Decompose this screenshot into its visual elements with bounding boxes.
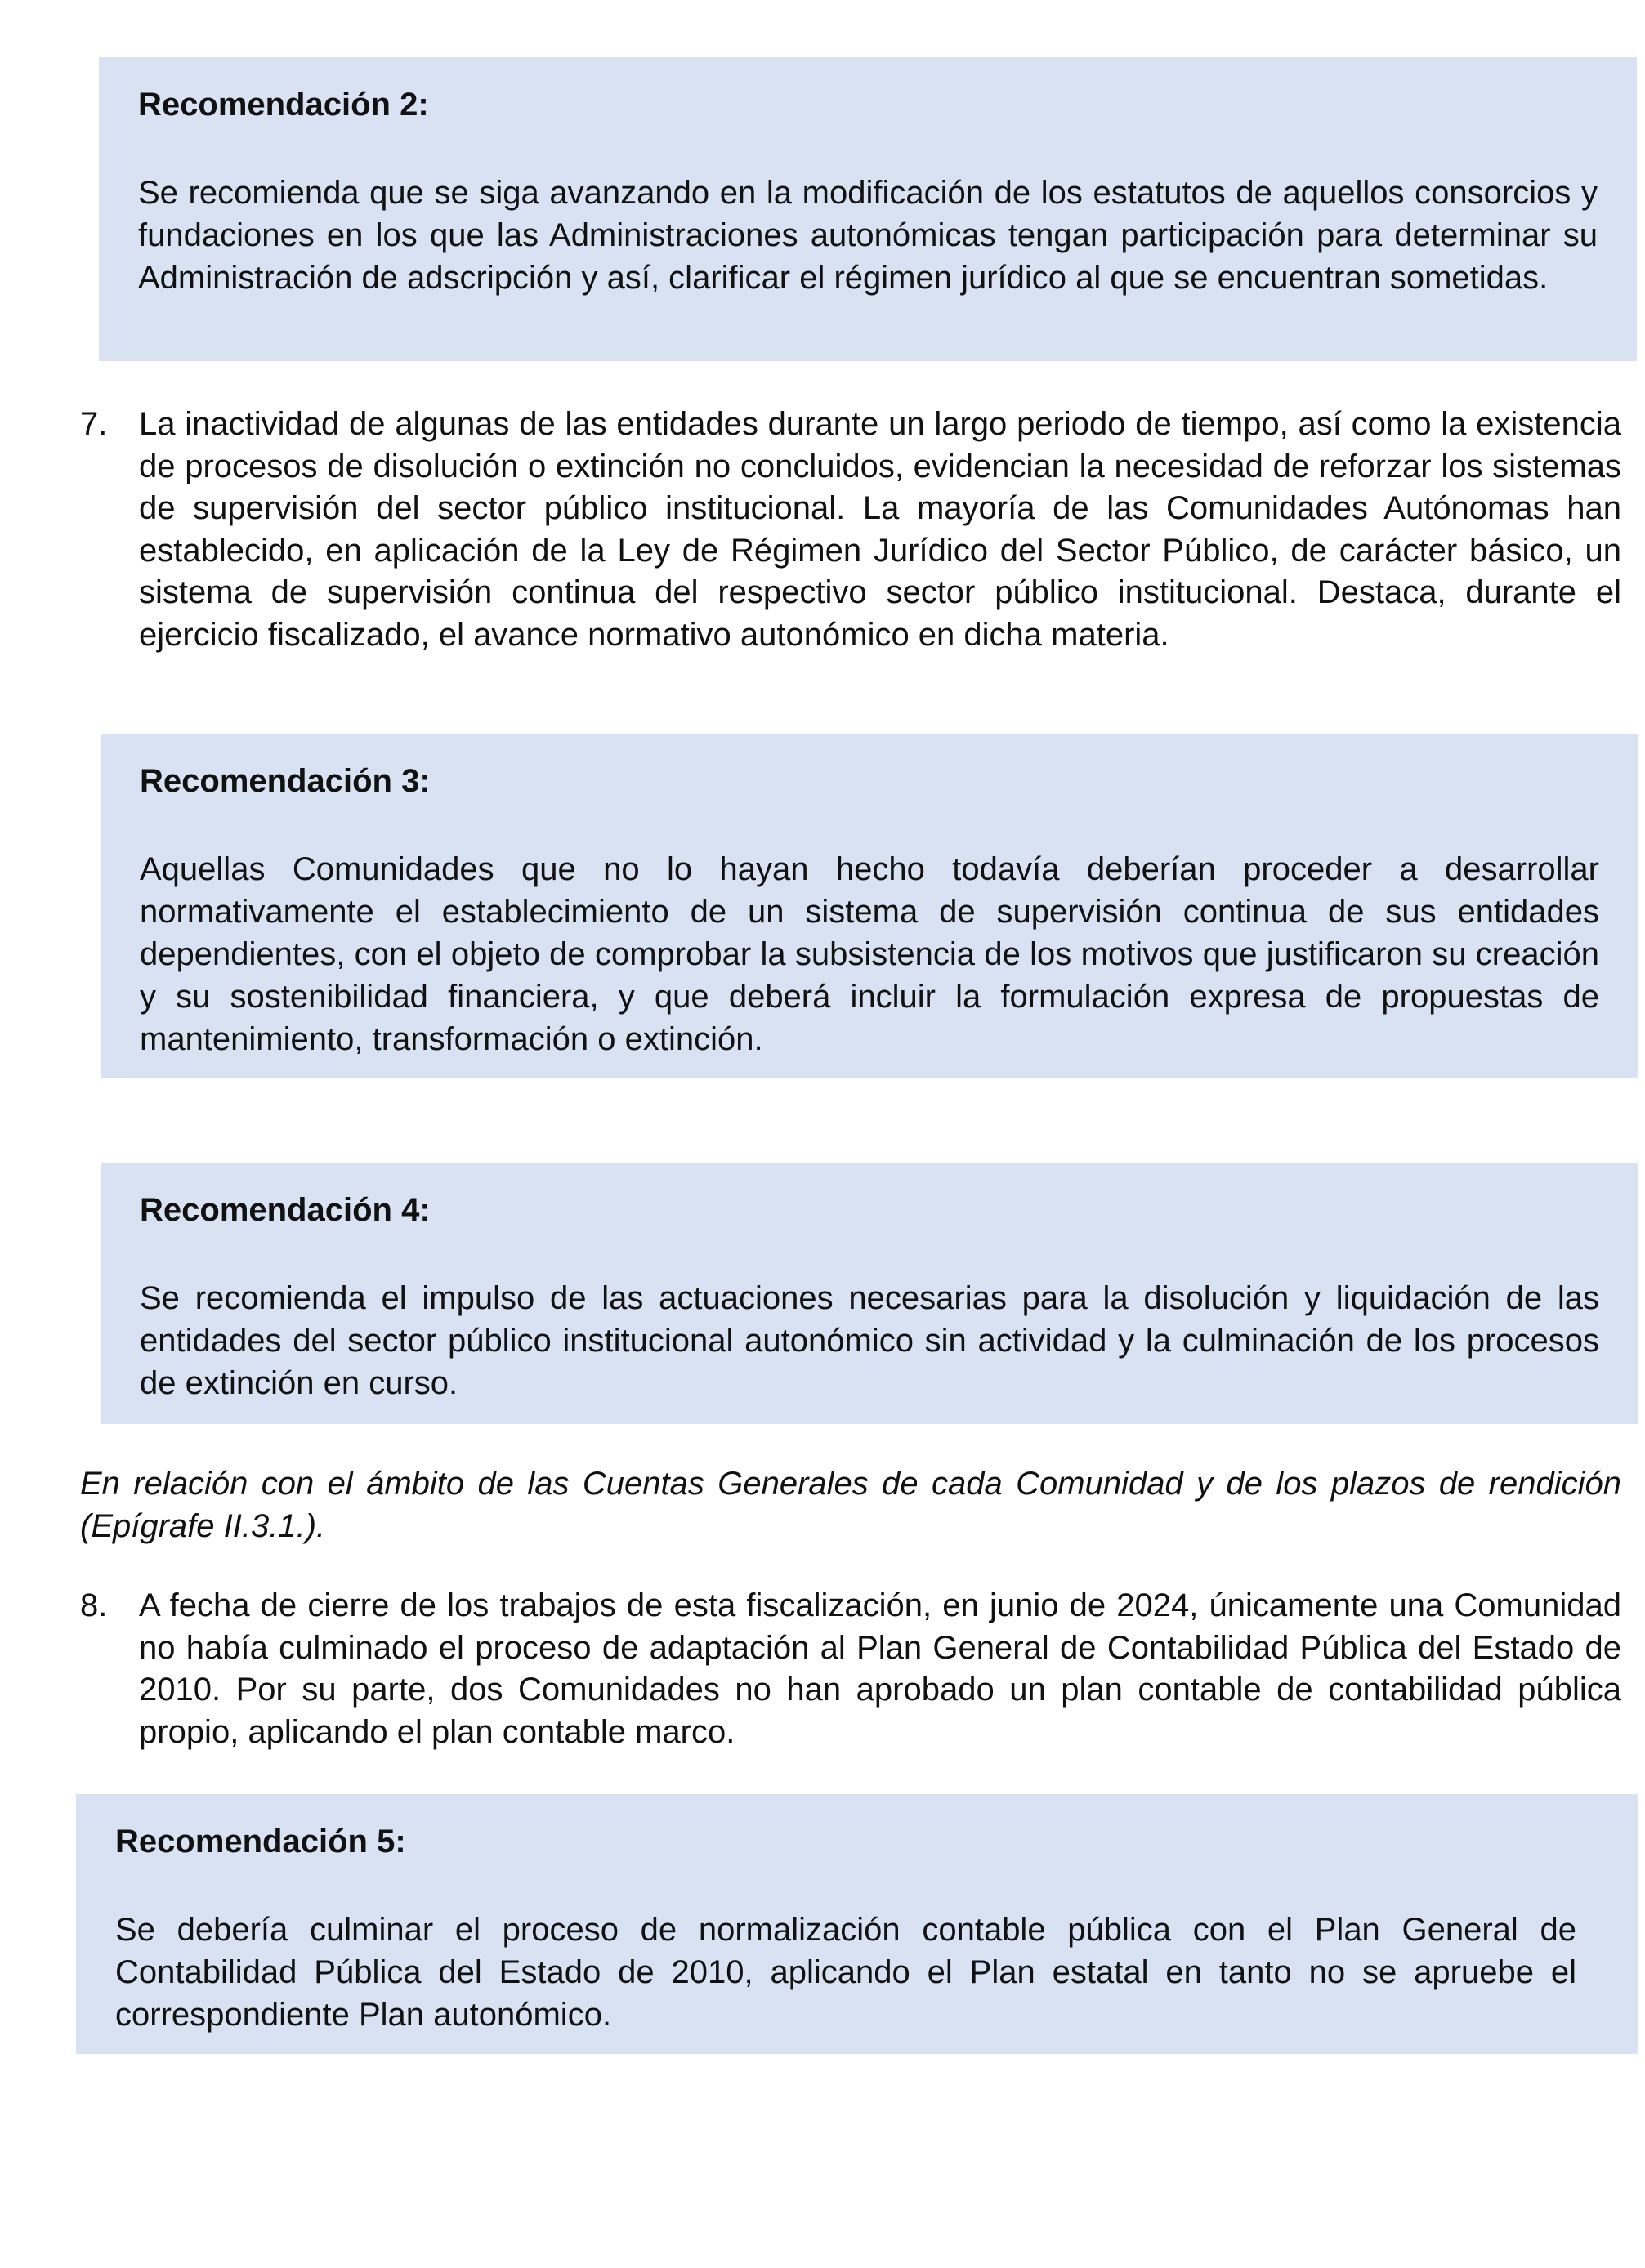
recommendation-5-title: Recomendación 5: <box>115 1824 406 1859</box>
item-8-number: 8. <box>80 1587 108 1623</box>
recommendation-4-text: Se recomienda el impulso de las actuaciones necesarias para la disolución y liquidación de las entidades del sector público institucional autonómico sin actividad y la culminación de los procesos de extinción en curso. <box>140 1280 1599 1401</box>
recommendation-3-title: Recomendación 3: <box>140 763 431 799</box>
recommendation-2-box <box>99 57 1637 361</box>
item-7-number: 7. <box>80 406 108 442</box>
recommendation-5-box <box>76 1794 1638 2054</box>
section-heading: En relación con el ámbito de las Cuentas Generales de cada Comunidad y de los plazos de rendición (Epígrafe II.3.1.). <box>80 1466 1621 1544</box>
item-8-text: A fecha de cierre de los trabajos de esta fiscalización, en junio de 2024, únicamente una Comunidad no había culminado el proceso de adaptación al Plan General de Contabilidad Pública del Estado de 2010. Por su parte, dos Comunidades no han aprobado un plan contable de contabilidad pública propio, aplicando el plan contable marco. <box>139 1587 1621 1750</box>
recommendation-3-box <box>101 734 1638 1078</box>
recommendation-5-text: Se debería culminar el proceso de normalización contable pública con el Plan General de Contabilidad Pública del Estado de 2010, aplicando el Plan estatal en tanto no se apruebe el correspondiente Plan autonómico. <box>115 1912 1576 2033</box>
recommendation-2-title: Recomendación 2: <box>138 87 429 123</box>
recommendation-3-text: Aquellas Comunidades que no lo hayan hecho todavía deberían proceder a desarrollar normativamente el establecimiento de un sistema de supervisión continua de sus entidades dependientes, con el objeto de comprobar la subsistencia de los motivos que justificaron su creación y su sostenibilidad financiera, y que deberá incluir la formulación expresa de propuestas de mantenimiento, transformación o extinción. <box>140 851 1599 1057</box>
numbered-item-7 <box>80 404 1621 698</box>
numbered-item-8 <box>80 1585 1621 1757</box>
recommendation-4-box <box>101 1163 1638 1424</box>
recommendation-2-text: Se recomienda que se siga avanzando en la modificación de los estatutos de aquellos consorcios y fundaciones en los que las Administraciones autonómicas tengan participación para determinar su Administración de adscripción y así, clarificar el régimen jurídico al que se encuentran sometidas. <box>138 175 1598 296</box>
item-7-text: La inactividad de algunas de las entidades durante un largo periodo de tiempo, así como la existencia de procesos de disolución o extinción no concluidos, evidencian la necesidad de reforzar los sistemas de supervisión del sector público institucional. La mayoría de las Comunidades Autónomas han establecido, en aplicación de la Ley de Régimen Jurídico del Sector Público, de carácter básico, un sistema de supervisión continua del respectivo sector público institucional. Destaca, durante el ejercicio fiscalizado, el avance normativo autonómico en dicha materia. <box>139 406 1621 653</box>
recommendation-4-title: Recomendación 4: <box>140 1192 431 1228</box>
